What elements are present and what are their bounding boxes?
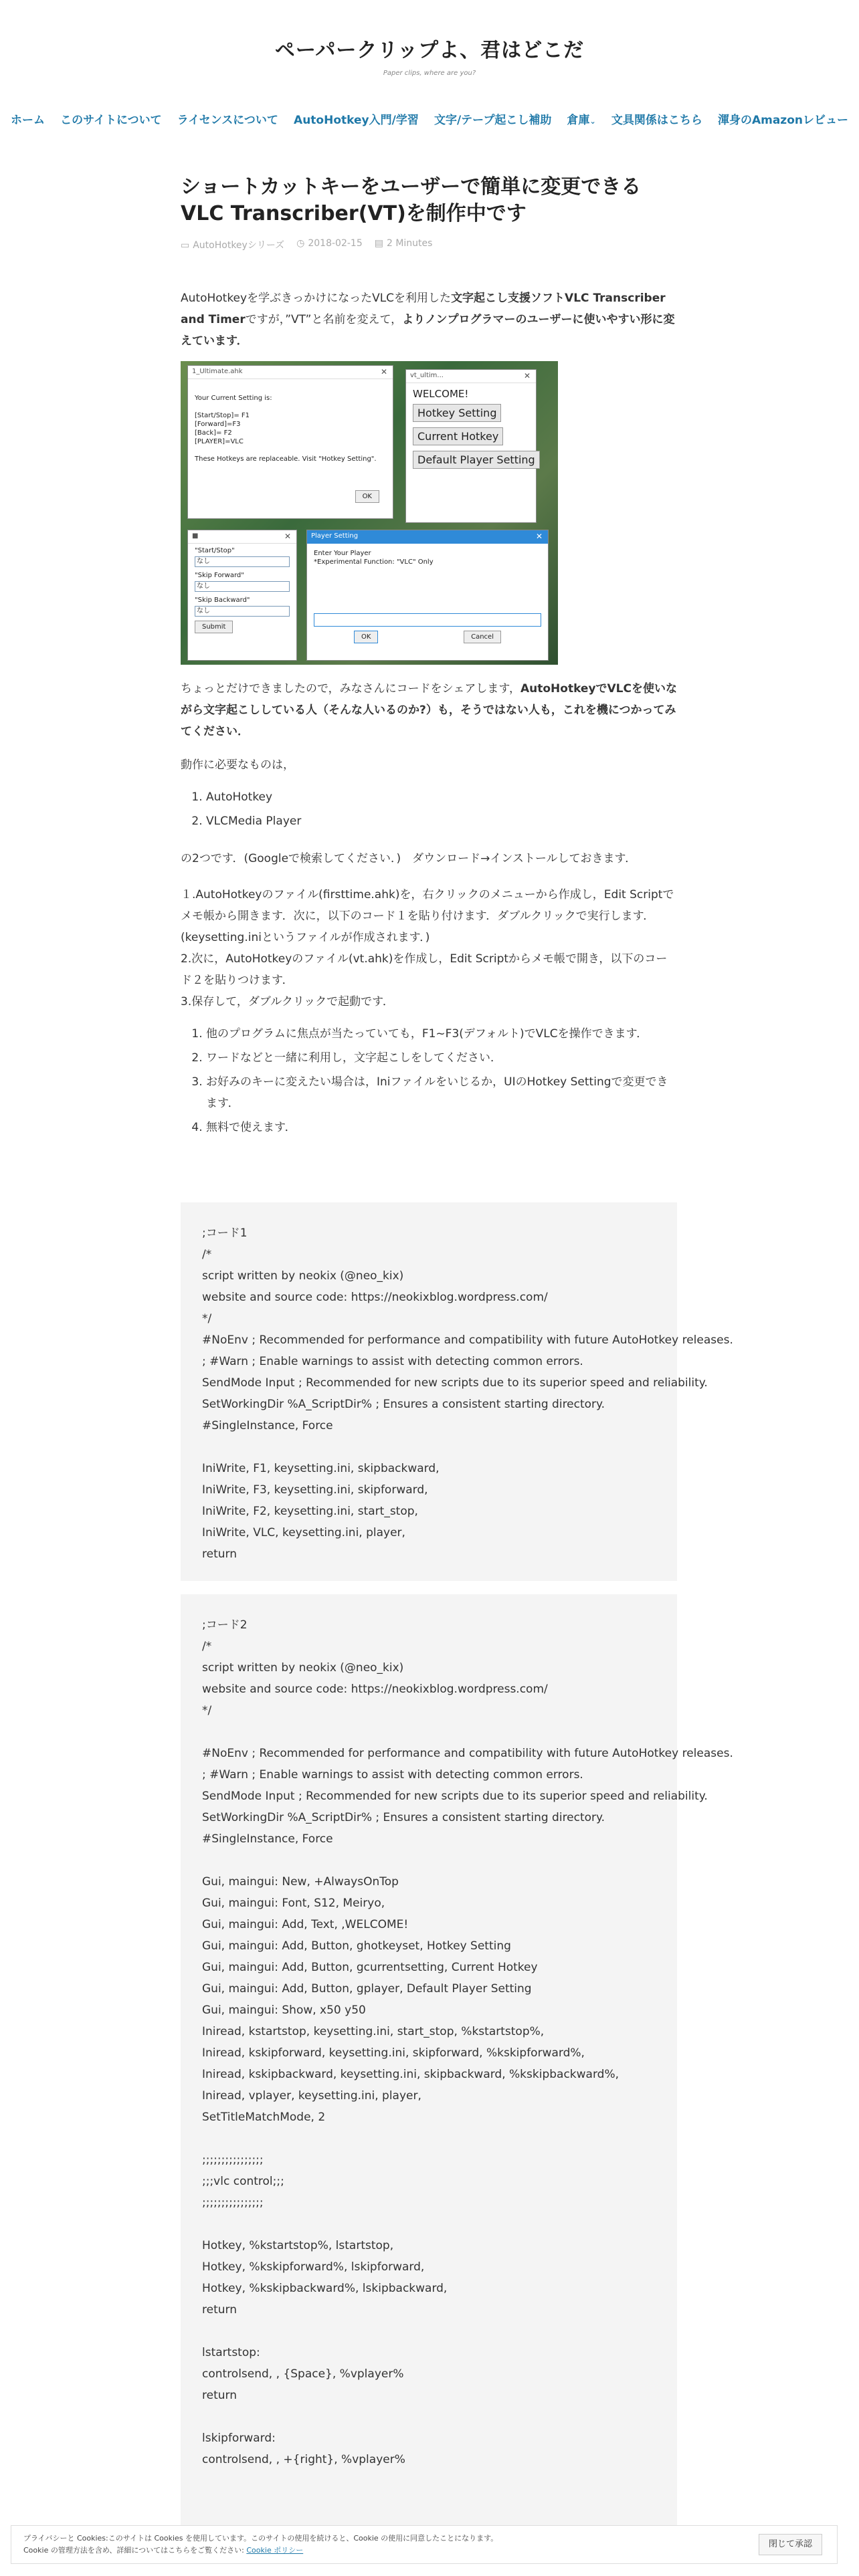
close-icon[interactable]: ✕ bbox=[535, 532, 543, 541]
code-line: return bbox=[202, 1547, 237, 1561]
code-line: ;コード1 bbox=[202, 1226, 248, 1240]
player-input[interactable] bbox=[314, 613, 541, 627]
features-list bbox=[181, 1023, 677, 1138]
app-icon: ■ bbox=[192, 532, 199, 540]
code-line: Gui, maingui: Add, Button, gplayer, Default Player Setting bbox=[202, 1982, 532, 1996]
code-line: IniWrite, F2, keysetting.ini, start_stop, bbox=[202, 1505, 418, 1518]
step-3: 3.保存して，ダブルクリックで起動です． bbox=[181, 995, 394, 1008]
cancel-button[interactable]: Cancel bbox=[464, 631, 501, 643]
window-title: Player Setting bbox=[311, 532, 359, 540]
player-prompt: Enter Your Player bbox=[314, 550, 371, 557]
nav-item-storage[interactable] bbox=[567, 110, 595, 127]
nav-item-stationery[interactable]: 文具関係はこちら bbox=[611, 113, 702, 127]
intro-bold-2: よりノンプログラマーのユーザーに使いやすい形に変えています． bbox=[181, 313, 675, 348]
code-line bbox=[202, 1850, 677, 1871]
code-line: /* bbox=[202, 1248, 212, 1261]
code-line: Gui, maingui: Add, Button, ghotkeyset, Hotkey Setting bbox=[202, 1939, 511, 1953]
hotkey-setting-window bbox=[187, 530, 297, 661]
article-meta bbox=[181, 238, 677, 251]
skip-forward-input[interactable]: なし bbox=[195, 581, 290, 592]
code-line: SetWorkingDir %A_ScriptDir% ; Ensures a consistent starting directory. bbox=[202, 1811, 605, 1824]
code-line: SetWorkingDir %A_ScriptDir% ; Ensures a consistent starting directory. bbox=[202, 1398, 605, 1411]
setting-line: [Forward]=F3 bbox=[195, 421, 241, 428]
code-line: ; #Warn ; Enable warnings to assist with detecting common errors. bbox=[202, 1768, 583, 1782]
list-item: 1. AutoHotkey bbox=[206, 786, 677, 808]
code-line: controlsend, , {Space}, %vplayer% bbox=[202, 2367, 404, 2381]
list-item: 2. ワードなどと一緒に利用し，文字起こしをしてください． bbox=[206, 1047, 677, 1069]
nav-item-storage-label: 倉庫 bbox=[567, 113, 590, 127]
code-line: Gui, maingui: Font, S12, Meiryo, bbox=[202, 1897, 385, 1910]
hotkey-setting-button[interactable]: Hotkey Setting bbox=[413, 404, 501, 422]
main-navigation bbox=[0, 105, 859, 132]
code-line: script written by neokix (@neo_kix) bbox=[202, 1269, 404, 1283]
post-date[interactable] bbox=[296, 238, 363, 251]
setting-line: [Start/Stop]= F1 bbox=[195, 412, 250, 419]
close-icon[interactable]: ✕ bbox=[284, 532, 291, 541]
code-line: #NoEnv ; Recommended for performance and compatibility with future AutoHotkey releases. bbox=[202, 1747, 733, 1760]
code-line: ;;;;;;;;;;;;;;;; bbox=[202, 2196, 264, 2210]
article bbox=[181, 174, 733, 2531]
setting-line: Your Current Setting is: bbox=[195, 395, 272, 402]
code-line: /* bbox=[202, 1640, 212, 1653]
chevron-down-icon: ⌄ bbox=[589, 116, 596, 126]
cookie-line-2: Cookie の管理方法を含め、詳細についてはこちらをご覧ください: bbox=[23, 2546, 247, 2555]
skip-backward-input[interactable]: なし bbox=[195, 606, 290, 617]
start-stop-input[interactable]: なし bbox=[195, 556, 290, 567]
read-time bbox=[375, 238, 433, 251]
step-2: 2.次に，AutoHotkeyのファイル(vt.ahk)を作成し，Edit Scriptからメモ帳で開き，以下のコード２を貼りつけます． bbox=[181, 952, 668, 987]
cookie-policy-link[interactable]: Cookie ポリシー bbox=[246, 2546, 304, 2555]
screenshot-image bbox=[181, 361, 558, 665]
default-player-button[interactable]: Default Player Setting bbox=[413, 451, 540, 469]
code-line: */ bbox=[202, 1704, 212, 1717]
folder-icon: ▭ bbox=[181, 240, 190, 251]
code-line: Gui, maingui: Add, Text, ,WELCOME! bbox=[202, 1918, 409, 1931]
close-icon[interactable]: ✕ bbox=[380, 367, 387, 377]
code-line: Hotkey, %kskipbackward%, lskipbackward, bbox=[202, 2282, 448, 2295]
setting-line: These Hotkeys are replaceable. Visit "Hotkey Setting". bbox=[195, 455, 377, 463]
code-line: ;コード2 bbox=[202, 1618, 248, 1632]
nav-item-license[interactable]: ライセンスについて bbox=[177, 113, 278, 127]
code-line: IniWrite, VLC, keysetting.ini, player, bbox=[202, 1526, 405, 1539]
code-line bbox=[202, 2128, 677, 2149]
code-line: SendMode Input ; Recommended for new scripts due to its superior speed and reliability. bbox=[202, 1376, 708, 1390]
list-item: 2. VLCMedia Player bbox=[206, 811, 677, 832]
code-line: Iniread, kskipforward, keysetting.ini, skipforward, %kskipforward%, bbox=[202, 2046, 585, 2060]
book-icon: ▤ bbox=[374, 238, 383, 249]
code-line bbox=[202, 2321, 677, 2342]
step-1: １.AutoHotkeyのファイル(firsttime.ahk)を，右クリックのメニューから作成し，Edit Scriptでメモ帳から開きます．次に，以下のコード１を貼り付けます．ダブルクリックで実行します．(keysetting.iniというファイルが作成されます．) bbox=[181, 888, 674, 944]
site-title[interactable]: ペーパークリップよ、君はどこだ bbox=[274, 39, 585, 62]
code-line: Gui, maingui: Show, x50 y50 bbox=[202, 2004, 366, 2017]
code-line bbox=[202, 2406, 677, 2428]
nav-item-about[interactable]: このサイトについて bbox=[60, 113, 162, 127]
nav-item-autohotkey[interactable]: AutoHotkey入門/学習 bbox=[294, 113, 419, 127]
category-label: AutoHotkeyシリーズ bbox=[193, 240, 285, 251]
code-line: #NoEnv ; Recommended for performance and compatibility with future AutoHotkey releases. bbox=[202, 1333, 733, 1347]
intro-paragraph bbox=[181, 288, 677, 352]
code-block-2 bbox=[181, 1594, 733, 2531]
field-label: "Start/Stop" bbox=[195, 547, 235, 554]
code-line: SendMode Input ; Recommended for new scripts due to its superior speed and reliability. bbox=[202, 1790, 708, 1803]
share-text: ちょっとだけできましたので，みなさんにコードをシェアします， bbox=[181, 682, 520, 695]
article-title: ショートカットキーをユーザーで簡単に変更できるVLC Transcriber(VT)を制作中です bbox=[181, 175, 642, 225]
vt-main-window bbox=[405, 369, 537, 523]
close-icon[interactable]: ✕ bbox=[523, 371, 531, 381]
site-description: Paper clips, where are you? bbox=[383, 70, 476, 77]
code-line: ; #Warn ; Enable warnings to assist with detecting common errors. bbox=[202, 1355, 583, 1368]
list-item: 4. 無料で使えます． bbox=[206, 1117, 677, 1138]
window-title: 1_Ultimate.ahk bbox=[192, 368, 243, 375]
code-line bbox=[202, 2214, 677, 2235]
current-hotkey-button[interactable]: Current Hotkey bbox=[413, 427, 503, 445]
read-time-label: 2 Minutes bbox=[386, 238, 433, 249]
code-line: IniWrite, F1, keysetting.ini, skipbackward, bbox=[202, 1462, 440, 1475]
clock-icon: ◷ bbox=[296, 238, 305, 249]
code-line: script written by neokix (@neo_kix) bbox=[202, 1661, 404, 1675]
nav-item-home[interactable]: ホーム bbox=[11, 113, 45, 127]
code-line: Iniread, kstartstop, keysetting.ini, start_stop, %kstartstop%, bbox=[202, 2025, 545, 2038]
setting-line: [Back]= F2 bbox=[195, 429, 232, 437]
code-line: website and source code: https://neokixblog.wordpress.com/ bbox=[202, 1291, 548, 1304]
code-line: controlsend, , +{right}, %vplayer% bbox=[202, 2453, 405, 2466]
list-item: 1. 他のプログラムに焦点が当たっていても，F1~F3(デフォルト)でVLCを操作できます． bbox=[206, 1023, 677, 1045]
player-setting-window bbox=[306, 530, 549, 661]
welcome-text: WELCOME! bbox=[413, 388, 469, 400]
intro-bold-1: 文字起こし支援ソフトVLC Transcriber and Timer bbox=[181, 292, 666, 326]
code-line: #SingleInstance, Force bbox=[202, 1419, 333, 1432]
close-accept-button[interactable]: 閉じて承認 bbox=[759, 2534, 822, 2555]
ok-button[interactable]: OK bbox=[354, 631, 378, 643]
intro-text-1: AutoHotkeyを学ぶきっかけになったVLCを利用した bbox=[181, 292, 452, 305]
code-line: Hotkey, %kskipforward%, lskipforward, bbox=[202, 2260, 425, 2274]
date-label: 2018-02-15 bbox=[308, 238, 363, 249]
site-header bbox=[0, 0, 859, 77]
code-line: Gui, maingui: Add, Button, gcurrentsetting, Current Hotkey bbox=[202, 1961, 538, 1974]
intro-text-2: ですが，”VT”と名前を変えて， bbox=[245, 313, 403, 326]
code-line: Gui, maingui: New, +AlwaysOnTop bbox=[202, 1875, 399, 1889]
cookie-banner bbox=[11, 2525, 838, 2564]
field-label: "Skip Backward" bbox=[195, 597, 250, 604]
code-line: lskipforward: bbox=[202, 2432, 276, 2445]
cookie-text bbox=[23, 2533, 498, 2557]
category-link[interactable] bbox=[181, 238, 284, 251]
code-block-1 bbox=[181, 1202, 733, 1581]
code-line: ;;;;;;;;;;;;;;;; bbox=[202, 2153, 264, 2167]
share-bold: AutoHotkeyでVLCを使いながら文字起こししている人（そんな人いるのか?）も，そうではない人も，これを機につかってみてください． bbox=[181, 682, 677, 738]
need-label: 動作に必要なものは， bbox=[181, 758, 294, 772]
cookie-line-1: プライバシーと Cookies:このサイトは Cookies を使用しています。このサイトの使用を続けると、Cookie の使用に同意したことになります。 bbox=[23, 2534, 498, 2543]
code-line: return bbox=[202, 2389, 237, 2402]
nav-item-transcription[interactable]: 文字/テープ起こし補助 bbox=[434, 113, 552, 127]
code-line: return bbox=[202, 2303, 237, 2317]
setting-line: [PLAYER]=VLC bbox=[195, 438, 244, 445]
code-line: IniWrite, F3, keysetting.ini, skipforward, bbox=[202, 1483, 428, 1497]
requirements-list bbox=[181, 786, 677, 832]
code-line: lstartstop: bbox=[202, 2346, 260, 2359]
code-line bbox=[202, 1721, 677, 1743]
list-item: 3. お好みのキーに変えたい場合は，Iniファイルをいじるか，UIのHotkey Settingで変更できます． bbox=[206, 1071, 677, 1114]
download-note: の2つです．(Googleで検索してください．) ダウンロード→インストールしておきます． bbox=[181, 852, 637, 865]
code-line: website and source code: https://neokixblog.wordpress.com/ bbox=[202, 1683, 548, 1696]
nav-item-amazon-review[interactable]: 渾身のAmazonレビュー bbox=[717, 113, 848, 127]
code-line: Hotkey, %kstartstop%, lstartstop, bbox=[202, 2239, 394, 2252]
code-line bbox=[202, 1436, 677, 1458]
code-line: #SingleInstance, Force bbox=[202, 1832, 333, 1846]
ok-button[interactable]: OK bbox=[355, 490, 379, 503]
code-line: SetTitleMatchMode, 2 bbox=[202, 2111, 326, 2124]
code-line: Iniread, vplayer, keysetting.ini, player, bbox=[202, 2089, 421, 2103]
player-note: *Experimental Function: "VLC" Only bbox=[314, 558, 434, 566]
code-line: Iniread, kskipbackward, keysetting.ini, skipbackward, %kskipbackward%, bbox=[202, 2068, 619, 2081]
window-title: vt_ultim... bbox=[410, 372, 444, 379]
code-line: ;;;vlc control;;; bbox=[202, 2175, 284, 2188]
current-setting-window bbox=[187, 365, 393, 519]
code-line: */ bbox=[202, 1312, 212, 1325]
field-label: "Skip Forward" bbox=[195, 572, 244, 579]
submit-button[interactable]: Submit bbox=[195, 621, 233, 633]
share-paragraph bbox=[181, 678, 677, 742]
